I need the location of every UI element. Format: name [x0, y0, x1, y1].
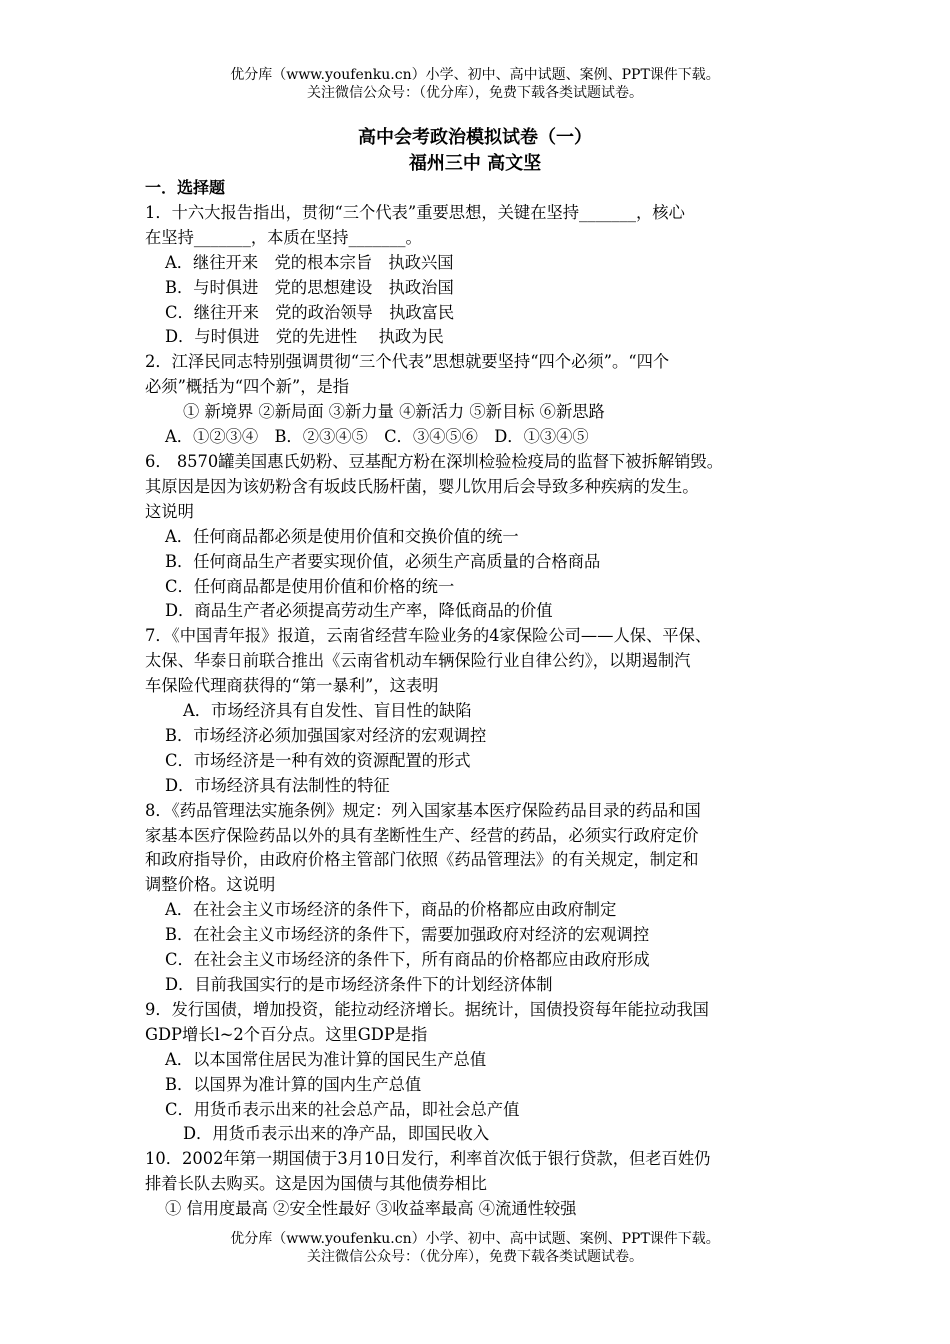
q10-stem-2: 排着长队去购买。这是因为国债与其他债券相比: [145, 1174, 487, 1194]
q9-option-b: B．以国界为准计算的国内生产总值: [165, 1074, 422, 1094]
q8-option-b: B．在社会主义市场经济的条件下，需要加强政府对经济的宏观调控: [165, 925, 650, 945]
q1-option-d: D．与时俱进 党的先进性 执政为民: [165, 327, 444, 347]
q8-option-a: A．在社会主义市场经济的条件下，商品的价格都应由政府制定: [165, 900, 617, 920]
page-header: [0, 66, 950, 102]
q8-stem-2: 家基本医疗保险药品以外的具有垄断性生产、经营的药品，必须实行政府定价: [145, 825, 699, 845]
q7-stem-1: 7．《中国青年报》报道，云南省经营车险业务的4家保险公司——人保、平保、: [145, 626, 712, 646]
q7-stem-2: 太保、华泰日前联合推出《云南省机动车辆保险行业自律公约》，以期遏制汽: [145, 651, 691, 671]
q6-option-d: D．商品生产者必须提高劳动生产率，降低商品的价值: [165, 601, 553, 621]
q10-stem-1: 10．2002年第一期国债于3月10日发行，利率首次低于银行贷款，但老百姓仍: [145, 1149, 711, 1169]
q2-stem-2: 必须”概括为“四个新”，是指: [145, 377, 350, 397]
q6-stem-1: 6． 8570罐美国惠氏奶粉、豆基配方粉在深圳检验检疫局的监督下被拆解销毁。: [145, 451, 723, 471]
q9-stem-1: 9．发行国债，增加投资，能拉动经济增长。据统计，国债投资每年能拉动我国: [145, 999, 709, 1019]
q9-option-c: C．用货币表示出来的社会总产品，即社会总产值: [165, 1099, 520, 1119]
page-footer: [0, 1230, 950, 1266]
q1-option-a: A．继往开来 党的根本宗旨 执政兴国: [165, 252, 454, 272]
q1-option-c: C．继往开来 党的政治领导 执政富民: [165, 302, 455, 322]
q8-option-d: D．目前我国实行的是市场经济条件下的计划经济体制: [165, 975, 553, 994]
q1-option-b: B．与时俱进 党的思想建设 执政治国: [165, 277, 454, 297]
q1-stem-2: 在坚持_______，本质在坚持_______。: [145, 227, 422, 247]
title-block: [0, 125, 950, 177]
header-line-1: 优分库（www.youfenku.cn）小学、初中、高中试题、案例、PPT课件下载。: [230, 67, 720, 83]
q6-option-a: A．任何商品都必须是使用价值和交换价值的统一: [165, 526, 519, 546]
q2-items: ① 新境界 ②新局面 ③新力量 ④新活力 ⑤新目标 ⑥新思路: [183, 402, 605, 422]
section-heading: 一．选择题: [145, 178, 226, 197]
document-title: 高中会考政治模拟试卷（一）: [358, 127, 592, 148]
q7-option-a: A．市场经济具有自发性、盲目性的缺陷: [183, 701, 472, 721]
q6-stem-3: 这说明: [145, 501, 194, 521]
q7-option-c: C．市场经济是一种有效的资源配置的形式: [165, 750, 471, 770]
q7-option-b: B．市场经济必须加强国家对经济的宏观调控: [165, 725, 487, 745]
q6-option-b: B．任何商品生产者要实现价值，必须生产高质量的合格商品: [165, 551, 601, 571]
header-line-2: 关注微信公众号：（优分库），免费下载各类试题试卷。: [307, 85, 643, 101]
q8-stem-3: 和政府指导价，由政府价格主管部门依照《药品管理法》的有关规定，制定和: [145, 850, 699, 870]
q7-stem-3: 车保险代理商获得的“第一暴利”，这表明: [145, 676, 439, 696]
question-body: [145, 176, 825, 1222]
q1-stem-1: 1．十六大报告指出，贯彻“三个代表”重要思想，关键在坚持_______，核心: [145, 202, 685, 222]
q8-stem-1: 8．《药品管理法实施条例》规定：列入国家基本医疗保险药品目录的药品和国: [145, 800, 701, 820]
q10-items: ① 信用度最高 ②安全性最好 ③收益率最高 ④流通性较强: [165, 1199, 577, 1219]
q2-stem-1: 2．江泽民同志特别强调贯彻“三个代表”思想就要坚持“四个必须”。“四个: [145, 352, 670, 372]
q8-stem-4: 调整价格。这说明: [145, 875, 276, 895]
q7-option-d: D．市场经济具有法制性的特征: [165, 775, 390, 795]
footer-line-1: 优分库（www.youfenku.cn）小学、初中、高中试题、案例、PPT课件下载。: [230, 1231, 720, 1247]
document-author: 福州三中 高文坚: [408, 153, 542, 174]
q9-option-a: A．以本国常住居民为准计算的国民生产总值: [165, 1049, 487, 1069]
q9-stem-2: GDP增长l~2个百分点。这里GDP是指: [145, 1024, 428, 1044]
q8-option-c: C．在社会主义市场经济的条件下，所有商品的价格都应由政府形成: [165, 950, 650, 970]
q2-options: A．①②③④ B．②③④⑤ C．③④⑤⑥ D．①③④⑤: [165, 427, 589, 447]
q9-option-d: D．用货币表示出来的净产品，即国民收入: [183, 1124, 490, 1144]
footer-line-2: 关注微信公众号：（优分库），免费下载各类试题试卷。: [307, 1249, 643, 1265]
q6-stem-2: 其原因是因为该奶粉含有坂歧氏肠杆菌，婴儿饮用后会导致多种疾病的发生。: [145, 476, 699, 496]
q6-option-c: C．任何商品都是使用价值和价格的统一: [165, 576, 455, 596]
